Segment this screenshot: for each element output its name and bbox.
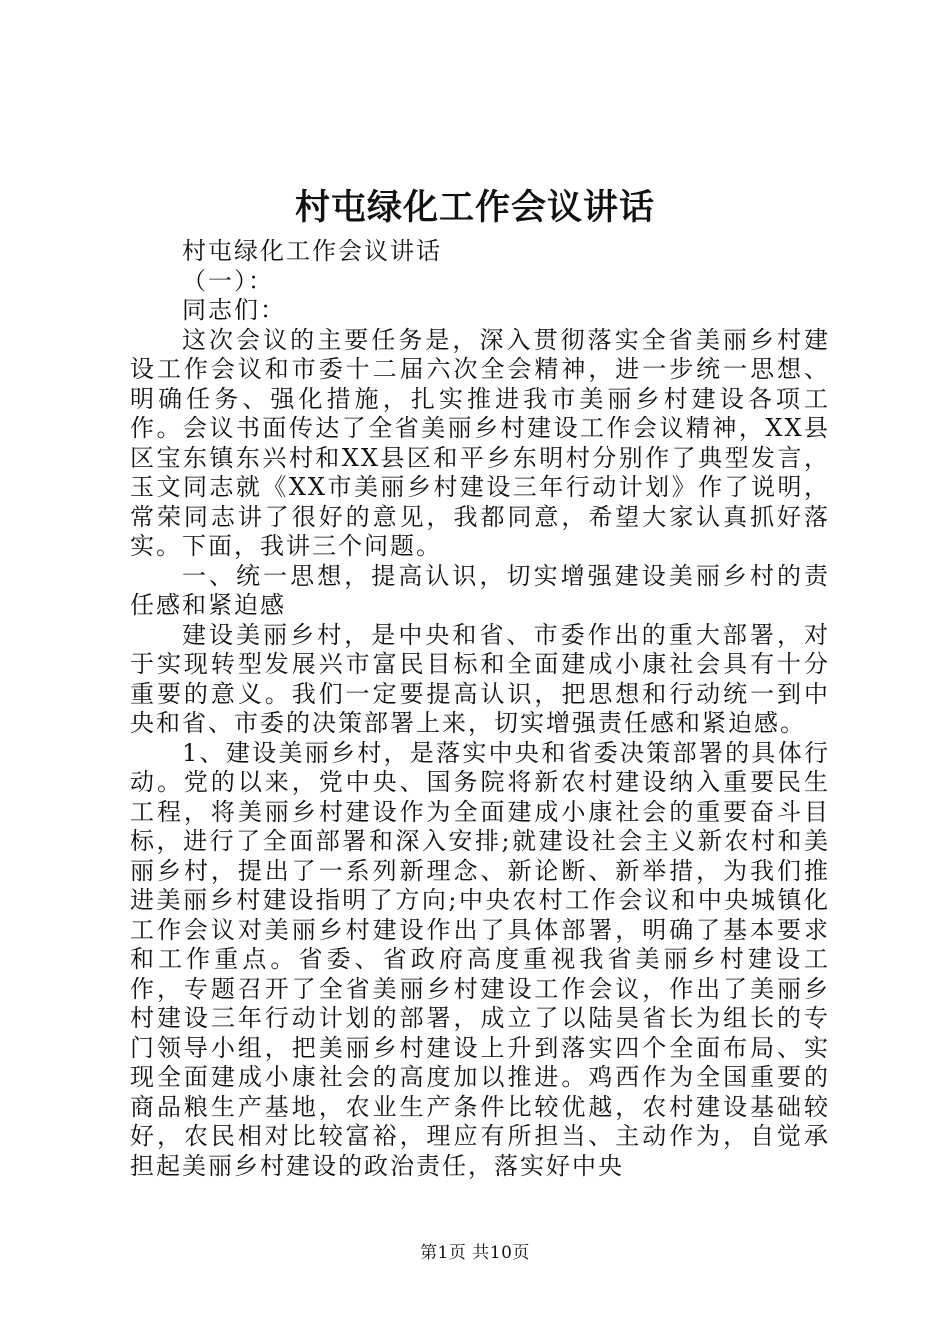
paragraph-intro: 这次会议的主要任务是，深入贯彻落实全省美丽乡村建设工作会议和市委十二届六次全会精神，进一步统一思想、明确任务、强化措施，扎实推进我市美丽乡村建设各项工作。会议书面传达了全省美丽乡村建设工作会议精神，XX县区宝东镇东兴村和XX县区和平乡东明村分别作了典型发言，玉文同志就《XX市美丽乡村建设三年行动计划》作了说明，常荣同志讲了很好的意见，我都同意，希望大家认真抓好落实。下面，我讲三个问题。 [130, 325, 830, 560]
paragraph-section-marker: （一）： [182, 266, 274, 295]
paragraph-subtitle: 村屯绿化工作会议讲话 [182, 237, 442, 265]
paragraph-body-one: 建设美丽乡村，是中央和省、市委作出的重大部署，对于实现转型发展兴市富民目标和全面建成小康社会具有十分重要的意义。我们一定要提高认识，把思想和行动统一到中央和省、市委的决策部署上来，切实增强责任感和紧迫感。 [130, 620, 830, 737]
page-footer: 第1页 共10页 [420, 1243, 530, 1263]
paragraph-point-one: 1、建设美丽乡村，是落实中央和省委决策部署的具体行动。党的以来，党中央、国务院将新农村建设纳入重要民生工程，将美丽乡村建设作为全面建成小康社会的重要奋斗目标，进行了全面部署和深入安排;就建设社会主义新农村和美丽乡村，提出了一系列新理念、新论断、新举措，为我们推进美丽乡村建设指明了方向;中央农村工作会议和中央城镇化工作会议对美丽乡村建设作出了具体部署，明确了基本要求和工作重点。省委、省政府高度重视我省美丽乡村建设工作，专题召开了全省美丽乡村建设工作会议，作出了美丽乡村建设三年行动计划的部署，成立了以陆昊省长为组长的专门领导小组，把美丽乡村建设上升到落实四个全面布局、实现全面建成小康社会的高度加以推进。鸡西作为全国重要的商品粮生产基地，农业生产条件比较优越，农村建设基础较好，农民相对比较富裕，理应有所担当、主动作为，自觉承担起美丽乡村建设的政治责任，落实好中央 [130, 738, 830, 1180]
paragraph-heading-one: 一、统一思想，提高认识，切实增强建设美丽乡村的责任感和紧迫感 [130, 561, 830, 619]
document-body [130, 237, 830, 1181]
document-title: 村屯绿化工作会议讲话 [294, 187, 655, 228]
paragraph-salutation: 同志们： [182, 296, 286, 324]
